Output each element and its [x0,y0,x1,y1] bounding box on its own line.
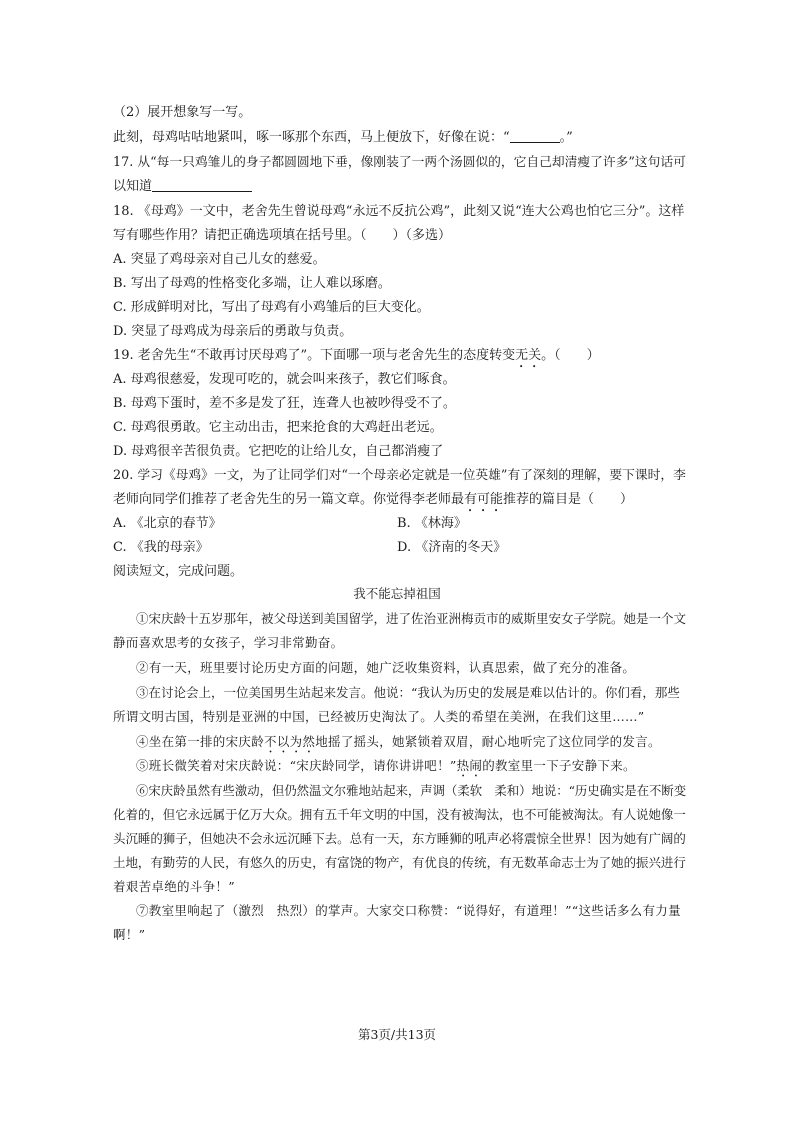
p5-text: ⑤班长微笑着对宋庆龄说：“宋庆龄同学，请你讲讲吧！” [136,758,457,773]
passage-p3-line1: ③在讨论会上，一位美国男生站起来发言。他说：“我认为历史的发展是难以估计的。你们看，那些 [136,685,680,700]
q18-option-c[interactable]: C. 形成鲜明对比，写出了母鸡有小鸡雏后的巨大变化。 [113,300,430,315]
q20-stem-line2 [113,491,633,515]
page-number: 第3页/共13页 [357,1027,437,1042]
q20-stem-text: 老师向同学们推荐了老舍先生的另一篇文章。你觉得李老师最 [113,492,465,507]
passage-p6-line4: 土地，有勤劳的人民，有悠久的历史，有富饶的物产，有优良的传统，有无数革命志士为了她的振兴进行 [113,855,686,870]
passage-p1-line2: 静而喜欢思考的女孩子，学习非常勤奋。 [113,635,344,650]
q20-emphasis: 有可能 [464,492,504,507]
q18-option-a[interactable]: A. 突显了鸡母亲对自己儿女的慈爱。 [113,252,326,267]
p4-text: ④坐在第一排的宋庆龄 [136,734,265,749]
q20-stem-line1: 20. 学习《母鸡》一文，为了让同学们对“一个母亲必定就是一位英雄”有了深刻的理解，要下课时，李 [113,468,686,483]
q17-stem-text: 以知道 [113,179,153,194]
p4-text-end: 地摇了摇头，她紧锁着双眉，耐心地听完了这位同学的发言。 [315,734,661,749]
passage-p7-line1: ⑦教室里响起了（激烈 热烈）的掌声。大家交口称赞：“说得好，有道理！”“这些话多么有力量 [136,903,681,918]
passage-p3-line2: 所谓文明古国，特别是亚洲的中国，已经被历史淘汰了。人类的希望在美洲，在我们这里……” [113,709,645,724]
q19-option-d[interactable]: D. 母鸡很辛苦很负责。它把吃的让给儿女，自己都消瘦了 [113,444,444,459]
q18-option-b[interactable]: B. 写出了母鸡的性格变化多端，让人难以琢磨。 [113,276,391,291]
passage-p1-line1: ①宋庆龄十五岁那年，被父母送到美国留学，进了佐治亚洲梅贡市的威斯里安女子学院。她是一个文 [136,611,687,626]
q19-stem-text: 19. 老舍先生“不敢再讨厌母鸡了”。下面哪一项与老舍先生的态度转变 [113,348,516,363]
reading-instruction: 阅读短文，完成问题。 [113,564,244,579]
passage-p6-line3: 头沉睡的狮子，但她决不会永远沉睡下去。总有一天，东方睡狮的吼声必将震惊全世界！因为她有广阔的 [113,831,686,846]
q20-option-a[interactable]: A. 《北京的春节》 [113,516,222,531]
q20-option-b[interactable]: B. 《林海》 [397,516,467,531]
q16-prompt-text: 此刻，母鸡咕咕地紧叫，啄一啄那个东西，马上便放下，好像在说：“ [113,130,510,145]
passage-p5 [136,757,636,780]
q20-option-d[interactable]: D. 《济南的冬天》 [397,540,507,555]
q16-prompt-end: 。” [559,130,573,145]
q19-option-c[interactable]: C. 母鸡很勇敢。它主动出击，把来抢食的大鸡赶出老远。 [113,420,443,435]
q16-part2-label: （2）展开想象写一写。 [113,105,252,120]
p4-emphasis: 不以为然 [264,734,316,749]
q16-part2-prompt [113,129,573,147]
q18-stem-line1: 18. 《母鸡》一文中，老舍先生曾说母鸡“永远不反抗公鸡”，此刻又说“连大公鸡也怕它三分”。这样 [113,204,685,219]
q17-stem-line2 [113,178,252,196]
q20-option-c[interactable]: C. 《我的母亲》 [113,540,209,555]
p5-text-end: 的教室里一下子安静下来。 [482,758,636,773]
q19-option-a[interactable]: A. 母鸡很慈爱，发现可吃的，就会叫来孩子，教它们啄食。 [113,372,456,387]
q19-stem [113,347,600,371]
passage-p4 [136,733,661,756]
passage-p2: ②有一天，班里要讨论历史方面的问题，她广泛收集资料，认真思索，做了充分的准备。 [136,660,636,675]
q17-answer-blank[interactable] [152,178,252,192]
q20-stem-end: 推荐的篇目是（ ） [503,492,634,507]
passage-p6-line2: 化着的，但它永远属于亿万大众。拥有五千年文明的中国，没有被淘汰，也不可能被淘汰。有人说她像一 [113,807,686,822]
q17-stem-line1: 17. 从“每一只鸡雏儿的身子都圆圆地下垂，像刚装了一两个汤圆似的，它自己却清瘦了许多”这句话可 [113,155,686,170]
q18-stem-line2: 写有哪些作用？请把正确选项填在括号里。（ ）（多选） [113,228,452,243]
q18-option-d[interactable]: D. 突显了母鸡成为母亲后的勇敢与负责。 [113,324,353,339]
q19-option-b[interactable]: B. 母鸡下蛋时，差不多是发了狂，连聋人也被吵得受不了。 [113,396,456,411]
q19-stem-end: 。（ ） [541,348,600,363]
passage-p7-line2: 啊！” [113,927,146,942]
passage-title: 我不能忘掉祖国 [353,586,441,601]
passage-p6-line1: ⑥宋庆龄虽然有些激动，但仍然温文尔雅地站起来，声调（柔软 柔和）地说：“历史确实是在不断变 [136,784,687,798]
q19-emphasis: 无关 [515,348,542,363]
q16-answer-blank[interactable] [510,129,560,143]
p5-emphasis: 热闹 [456,758,483,773]
passage-p6-line5: 着艰苦卓绝的斗争！” [113,879,235,894]
